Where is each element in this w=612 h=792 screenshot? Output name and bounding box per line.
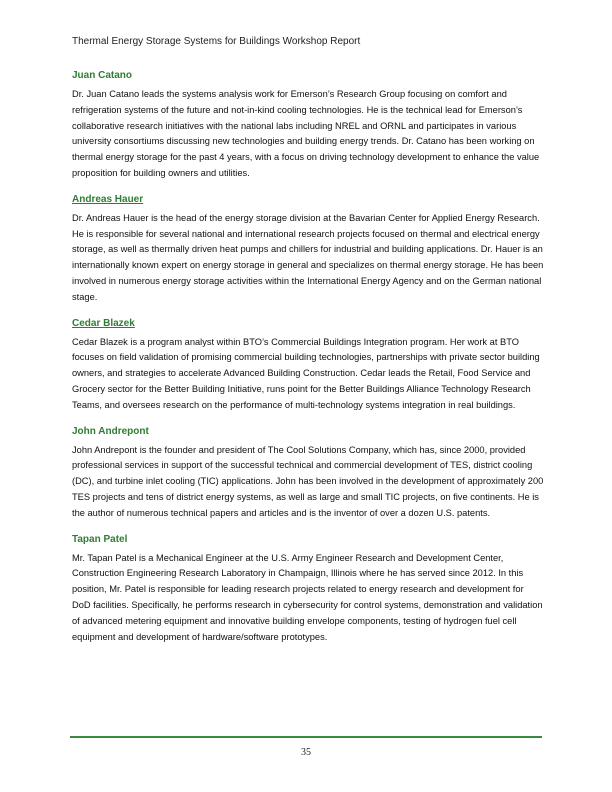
bio-section-andreas-hauer: [72, 193, 544, 306]
person-bio: Cedar Blazek is a program analyst within BTO’s Commercial Buildings Integration program. Her work at BTO focuses on field validation of promising commercial building technologies, partnerships with private sector building owners, and strategies to accelerate Advanced Building Construction. Cedar leads the Retail, Food Service and Grocery sector for the Better Building Initiative, runs point for the Better Buildings Alliance Technology Research Teams, and oversees research on the performance of multi-technology systems integration in real buildings.: [72, 336, 540, 410]
person-bio: Mr. Tapan Patel is a Mechanical Engineer at the U.S. Army Engineer Research and Development Center, Construction Engineering Research Laboratory in Champaign, Illinois where he has served since 2012. In this position, Mr. Patel is responsible for leading research projects related to energy research and development for DoD facilities. Specifically, he performs research in cybersecurity for control systems, demonstration and validation of advanced metering equipment and innovative building envelope components, testing of hydrogen fuel cell equipment and development of hardware/software prototypes.: [72, 552, 543, 642]
bio-section-cedar-blazek: [72, 317, 544, 414]
page-number: 35: [301, 747, 311, 758]
running-header: Thermal Energy Storage Systems for Buildings Workshop Report: [72, 36, 361, 47]
bio-section-john-andrepont: [72, 425, 544, 522]
bio-section-juan-catano: [72, 69, 544, 182]
person-bio: John Andrepont is the founder and president of The Cool Solutions Company, which has, since 2000, provided professional services in support of the successful technical and commercial development of TES, district cooling (DC), and turbine inlet cooling (TIC) applications. John has been involved in the development of approximately 200 TES projects and tens of district energy systems, as well as large and small TIC projects, on five continents. He is the author of numerous technical papers and articles and is the inventor of over a dozen U.S. patents.: [72, 444, 544, 518]
person-name: Juan Catano: [72, 70, 133, 81]
person-name: Tapan Patel: [72, 533, 128, 545]
person-name: John Andrepont: [72, 425, 149, 437]
person-bio: Dr. Juan Catano leads the systems analysis work for Emerson’s Research Group focusing on comfort and refrigeration systems of the future and not-in-kind cooling technologies. He is the technical lead for Emerson’s collaborative research initiatives with the national labs including NREL and ORNL and participates in various university consortiums discussing new technologies and building energy trends. Dr. Catano has been working on thermal energy storage for the past 4 years, with a focus on driving technology development to enhance the value proposition for building owners and utilities.: [72, 89, 540, 178]
person-name: Cedar Blazek: [72, 317, 135, 329]
person-name: Andreas Hauer: [72, 193, 144, 205]
bio-section-tapan-patel: [72, 533, 544, 646]
bio-list: [72, 69, 544, 656]
person-bio: Dr. Andreas Hauer is the head of the energy storage division at the Bavarian Center for Applied Energy Research. He is responsible for several national and international research projects focused on thermal and electrical energy storage, as well as thermally driven heat pumps and chillers for industrial and building applications. Dr. Hauer is an internationally known expert on energy storage in general and specializes on thermal energy storage. He has been involved in numerous energy storage activities within the International Energy Agency and on the German national stage.: [72, 212, 544, 302]
footer-rule: [70, 736, 542, 738]
